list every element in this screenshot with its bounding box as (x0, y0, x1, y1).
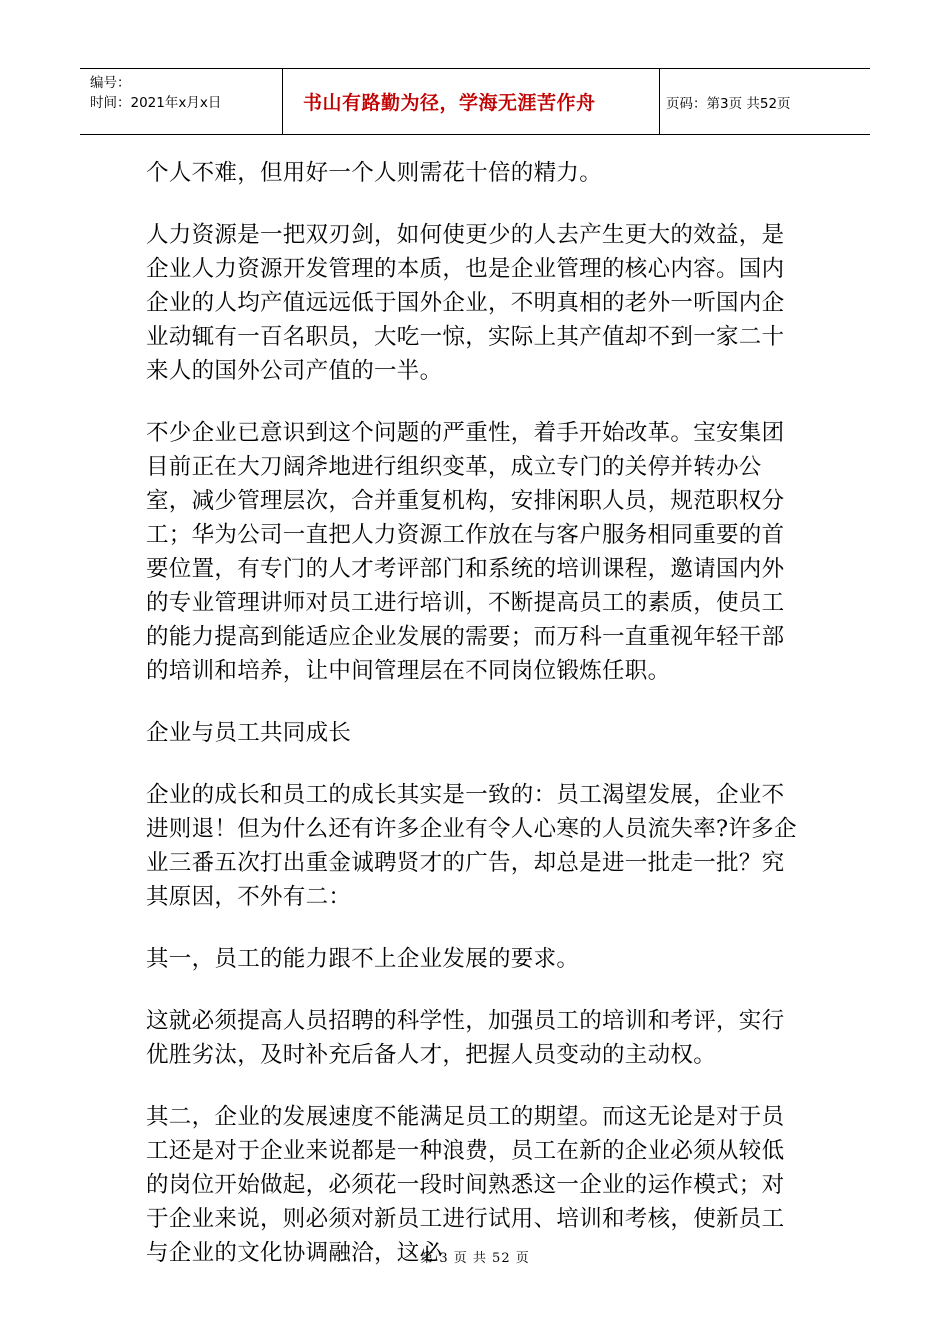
paragraph: 人力资源是一把双刃剑，如何使更少的人去产生更大的效益，是企业人力资源开发管理的本质，也是企业管理的核心内容。国内企业的人均产值远远低于国外企业，不明真相的老外一听国内企业动辄有一百名职员，大吃一惊，实际上其产值却不到一家二十来人的国外公司产值的一半。 (146, 222, 785, 384)
header-meta (80, 69, 283, 134)
page-info: 页码：第3页 共52页 (666, 95, 791, 112)
page-footer: 第 3 页 共 52 页 (420, 1251, 530, 1266)
paragraph: 企业的成长和员工的成长其实是一致的：员工渴望发展，企业不进则退！但为什么还有许多企业有令人心寒的人员流失率?许多企业三番五次打出重金诚聘贤才的广告，却总是进一批走一批？究其原因，不外有二： (146, 782, 797, 910)
time-label: 时间：2021年x月x日 (90, 95, 222, 111)
paragraph: 不少企业已意识到这个问题的严重性，着手开始改革。宝安集团目前正在大刀阔斧地进行组织变革，成立专门的关停并转办公室，减少管理层次，合并重复机构，安排闲职人员，规范职权分工；华为公司一直把人力资源工作放在与客户服务相同重要的首要位置，有专门的人才考评部门和系统的培训课程，邀请国内外的专业管理讲师对员工进行培训，不断提高员工的素质，使员工的能力提高到能适应企业发展的需要；而万科一直重视年轻干部的培训和培养，让中间管理层在不同岗位锻炼任职。 (146, 420, 785, 684)
paragraph: 其二，企业的发展速度不能满足员工的期望。而这无论是对于员工还是对于企业来说都是一种浪费，员工在新的企业必须从较低的岗位开始做起，必须花一段时间熟悉这一企业的运作模式；对于企业来说，则必须对新员工进行试用、培训和考核，使新员工与企业的文化协调融洽，这必 (146, 1104, 785, 1266)
paragraph: 其一，员工的能力跟不上企业发展的要求。 (146, 946, 580, 972)
paragraph: 个人不难，但用好一个人则需花十倍的精力。 (146, 160, 603, 186)
number-label: 编号： (90, 75, 131, 91)
document-body (146, 156, 806, 1298)
page-header (80, 68, 870, 135)
section-heading: 企业与员工共同成长 (146, 720, 352, 746)
paragraph: 这就必须提高人员招聘的科学性，加强员工的培训和考评，实行优胜劣汰，及时补充后备人才，把握人员变动的主动权。 (146, 1008, 785, 1068)
motto-text: 书山有路勤为径，学海无涯苦作舟 (303, 92, 596, 114)
header-page-cell (660, 69, 870, 134)
header-motto-cell (283, 69, 660, 134)
